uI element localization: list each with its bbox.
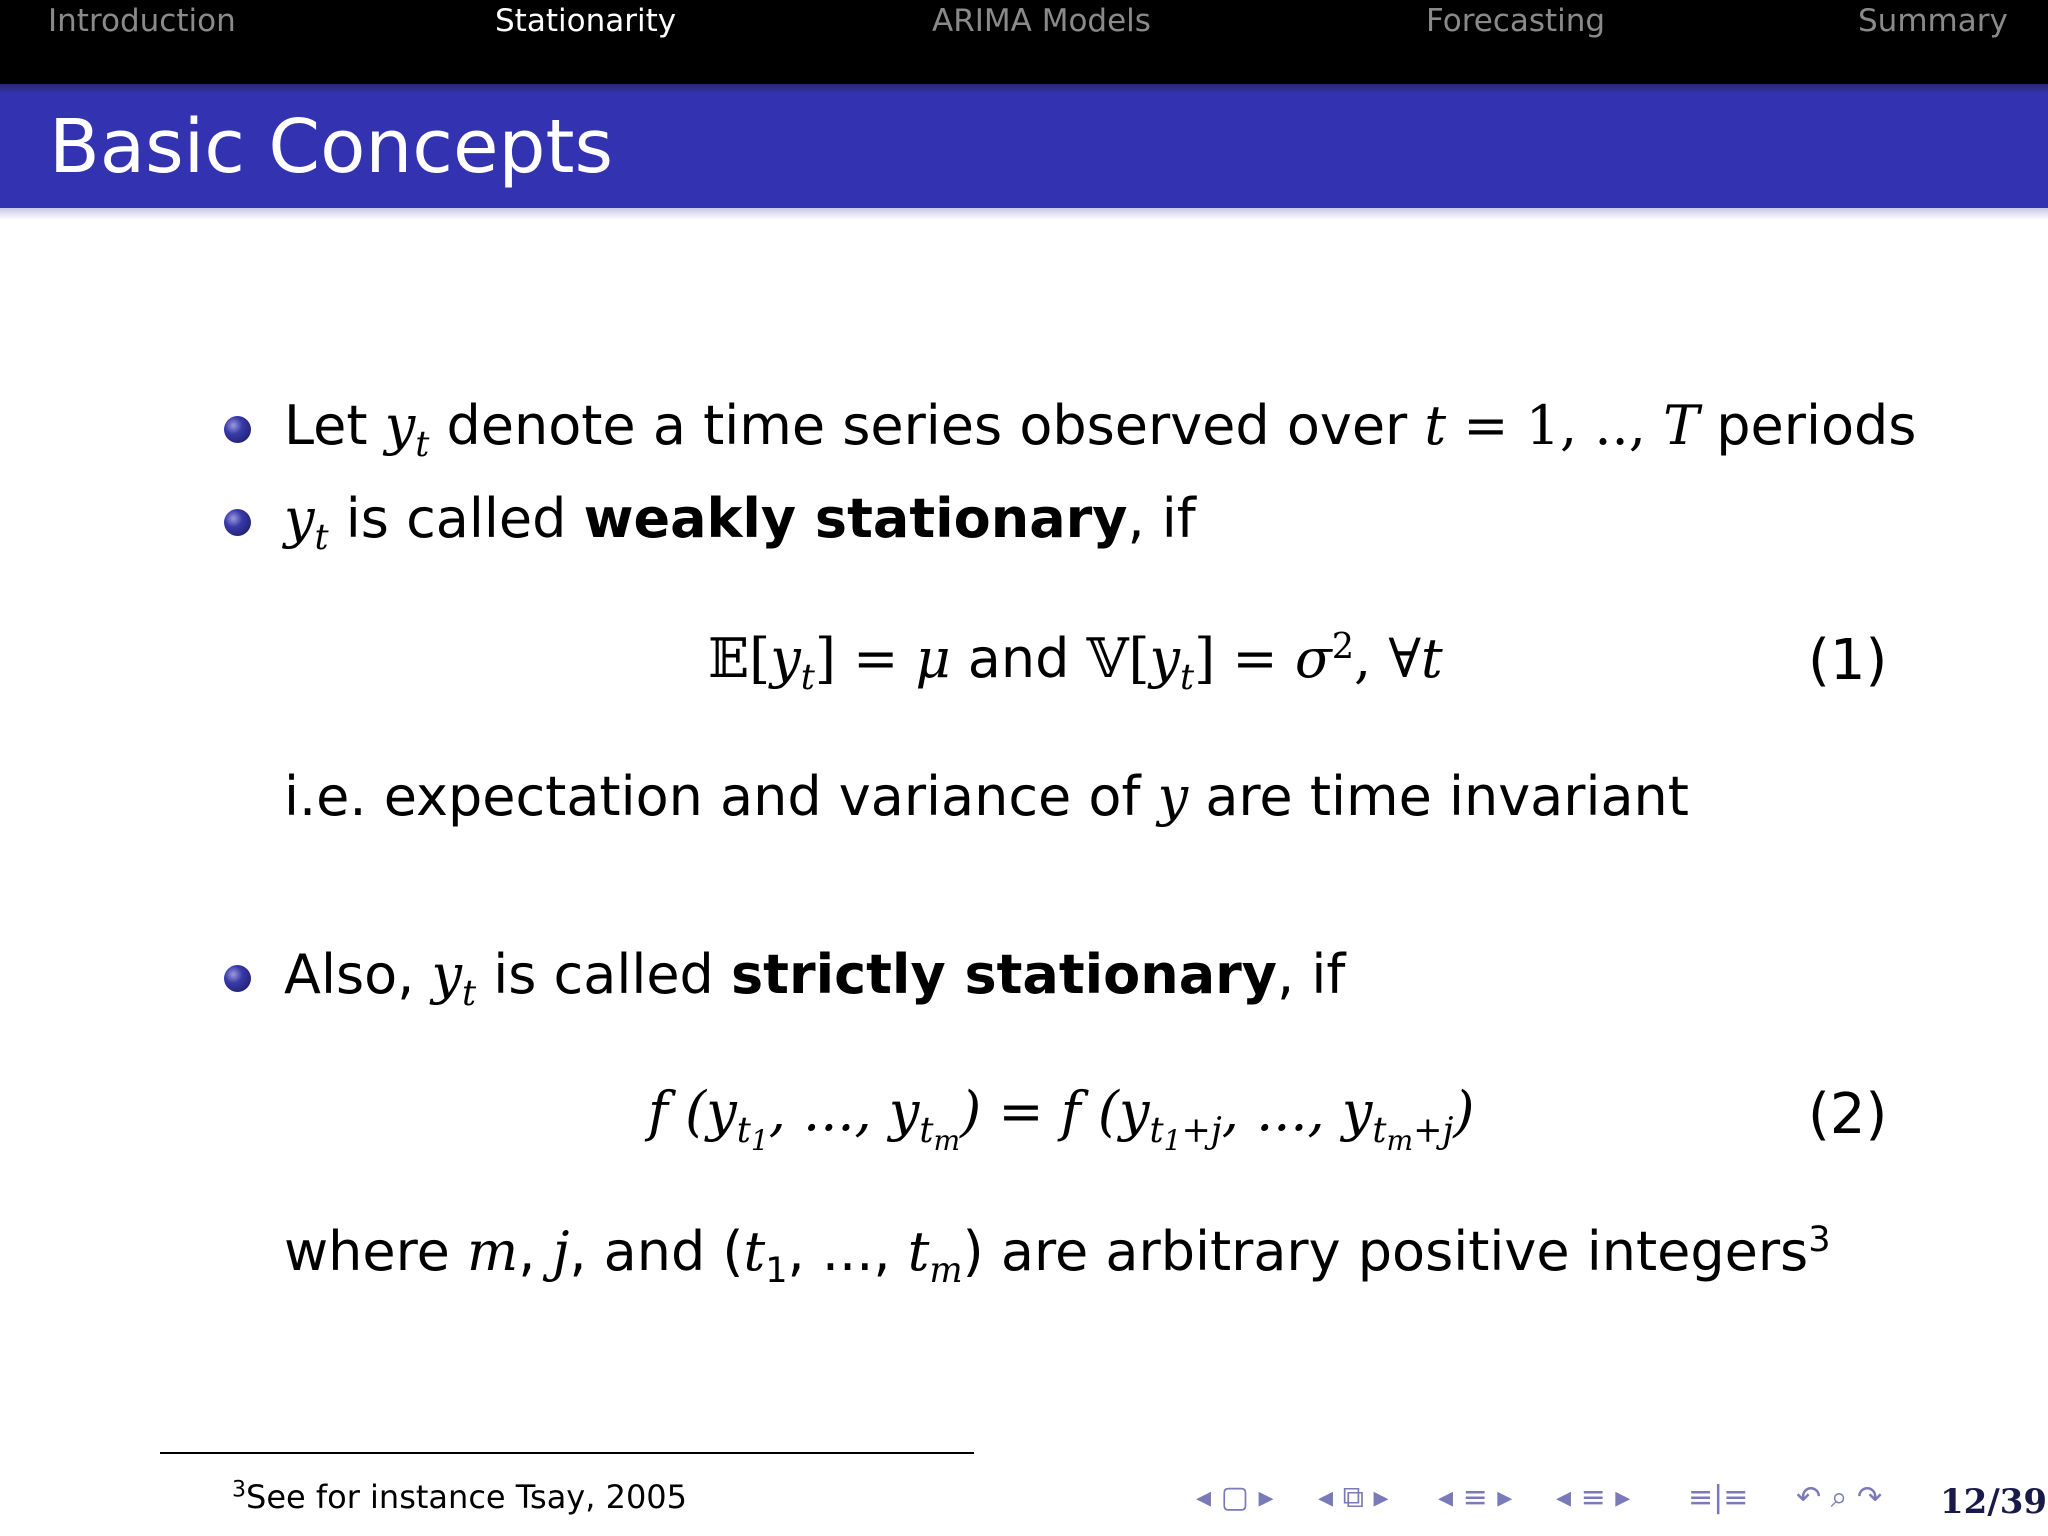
equation-1-number: (1) — [1808, 628, 1888, 693]
nav-document-icon[interactable]: ◂ ≡ ▸ — [1556, 1480, 1631, 1515]
nav-arima-models[interactable]: ARIMA Models — [932, 3, 1151, 39]
bullet-3-text: Also, $y_t$ is called strictly stationary, if — [284, 943, 1346, 1014]
bullet-2-text: $y_t$ is called weakly stationary, if — [284, 487, 1196, 558]
page-number: 12/39 — [1940, 1482, 2048, 1522]
bullet-icon — [224, 416, 251, 443]
nav-section-icon[interactable]: ◂ ≡ ▸ — [1438, 1480, 1513, 1515]
equation-1: $𝔼[y_t] = \mu$ and $𝕍[y_t] = \sigma^2$, ∀t — [708, 626, 1443, 698]
equation-2: f ($y_{t_1}$, ..., $y_{t_m}) = f$ ($y_{t_1+j}$, ..., $y_{t_m+j}$) — [648, 1080, 1475, 1157]
bullet-icon — [224, 509, 251, 536]
footnote-rule — [160, 1452, 974, 1454]
note-2-text: where m, j, and ($t_1$, ..., $t_m$) are arbitrary positive integers$^3$ — [284, 1219, 1831, 1291]
nav-stationarity[interactable]: Stationarity — [495, 3, 677, 39]
nav-frame-back-icon[interactable]: ◂ ▢ ▸ — [1196, 1480, 1274, 1515]
nav-search-icon[interactable]: ↶ ⌕ ↷ — [1796, 1480, 1883, 1515]
nav-subsection-icon[interactable]: ◂ ⧉ ▸ — [1318, 1480, 1389, 1515]
equation-2-number: (2) — [1808, 1082, 1888, 1147]
title-shadow — [0, 208, 2048, 220]
bullet-icon — [224, 965, 251, 992]
nav-appendix-icon[interactable]: ≡|≡ — [1688, 1480, 1749, 1515]
nav-forecasting[interactable]: Forecasting — [1426, 3, 1606, 39]
frame-title: Basic Concepts — [49, 104, 614, 190]
navbar-shadow — [0, 84, 2048, 94]
nav-introduction[interactable]: Introduction — [48, 3, 236, 39]
note-1-text: i.e. expectation and variance of y are time invariant — [284, 765, 1689, 828]
nav-summary[interactable]: Summary — [1858, 3, 2008, 39]
bullet-1-text: Let $y_t$ denote a time series observed over t = 1, .., T periods — [284, 394, 1917, 465]
footnote: $^3$See for instance Tsay, 2005 — [232, 1477, 688, 1516]
